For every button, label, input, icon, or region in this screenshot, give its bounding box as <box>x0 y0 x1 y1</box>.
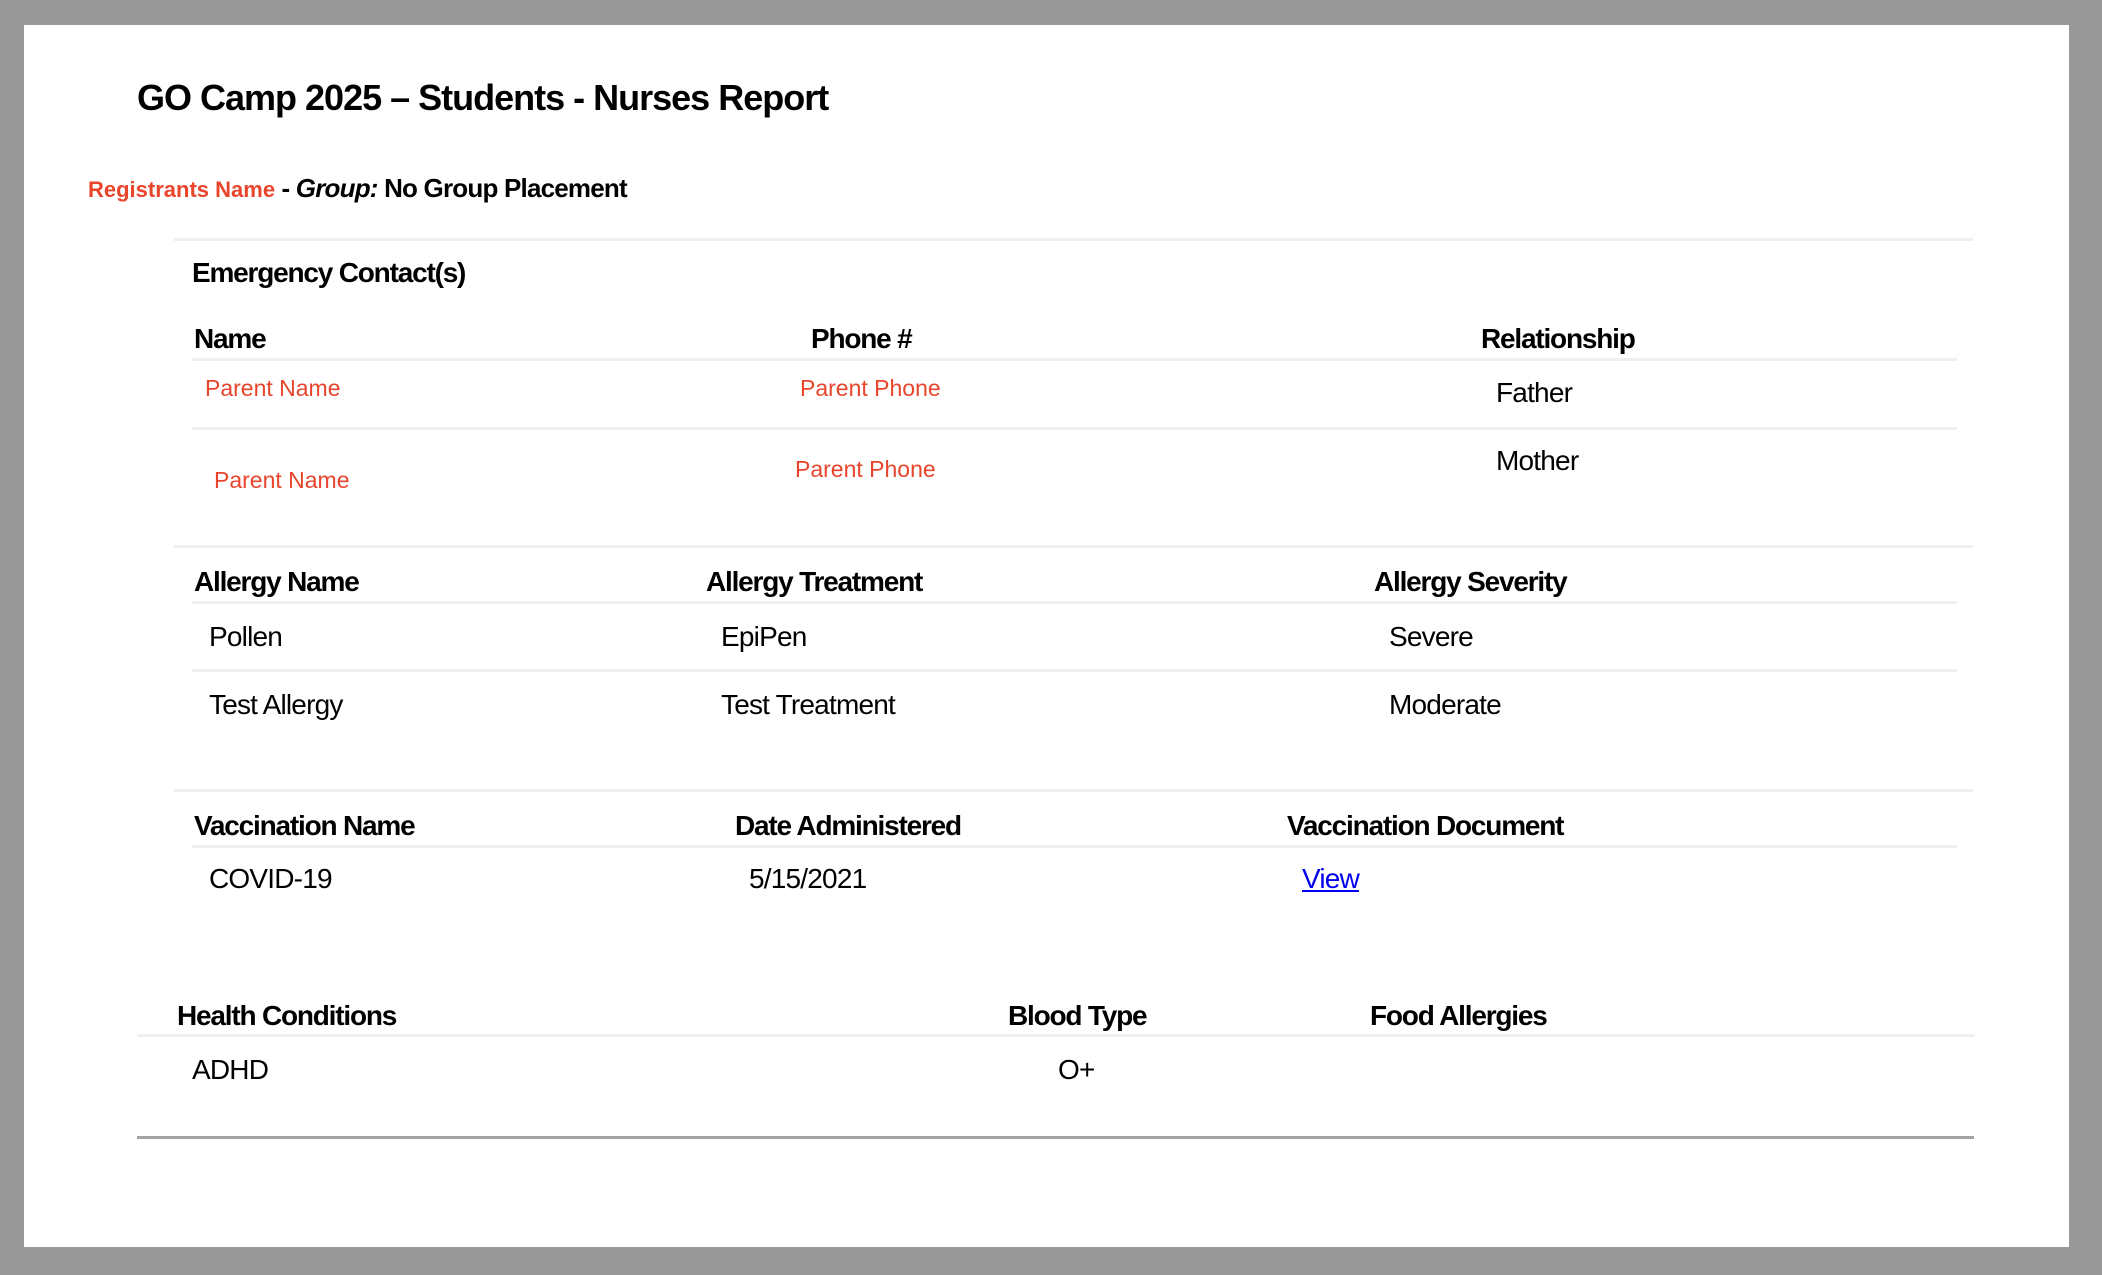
header-phone: Phone # <box>811 323 912 354</box>
row-divider <box>192 427 1957 430</box>
contact-2-name: Parent Name <box>214 467 350 493</box>
header-allergy-treatment: Allergy Treatment <box>706 566 923 597</box>
allergy-2-treatment: Test Treatment <box>721 689 895 720</box>
header-relationship: Relationship <box>1481 323 1635 354</box>
contact-2-relationship: Mother <box>1496 445 1579 476</box>
section-divider <box>174 789 1973 792</box>
header-divider <box>192 845 1957 848</box>
view-document-link[interactable]: View <box>1302 863 1359 894</box>
vaccination-1-name: COVID-19 <box>209 863 332 894</box>
contact-1-phone: Parent Phone <box>800 375 941 401</box>
header-name: Name <box>194 323 266 354</box>
header-divider <box>192 601 1957 604</box>
report-bottom-rule <box>137 1136 1974 1139</box>
health-conditions-value: ADHD <box>192 1054 269 1085</box>
header-blood-type: Blood Type <box>1008 1000 1147 1031</box>
group-label: Group: <box>295 173 378 203</box>
report-page <box>24 25 2069 1247</box>
allergy-1-name: Pollen <box>209 621 283 652</box>
header-divider <box>137 1034 1975 1037</box>
allergy-1-severity: Severe <box>1389 621 1473 652</box>
header-divider <box>192 358 1957 361</box>
header-food-allergies: Food Allergies <box>1370 1000 1547 1031</box>
allergy-2-severity: Moderate <box>1389 689 1501 720</box>
registrant-line <box>88 175 627 201</box>
contact-1-name: Parent Name <box>205 375 341 401</box>
report-title: GO Camp 2025 – Students - Nurses Report <box>137 77 829 118</box>
allergy-1-treatment: EpiPen <box>721 621 807 652</box>
header-vaccination-name: Vaccination Name <box>194 810 415 841</box>
header-health-conditions: Health Conditions <box>177 1000 397 1031</box>
header-vaccination-document: Vaccination Document <box>1287 810 1564 841</box>
row-divider <box>192 669 1957 672</box>
allergy-2-name: Test Allergy <box>209 689 343 720</box>
blood-type-value: O+ <box>1058 1054 1095 1085</box>
registrant-name: Registrants Name <box>88 177 276 202</box>
section-divider <box>174 238 1973 241</box>
group-value: No Group Placement <box>377 173 627 203</box>
contact-2-phone: Parent Phone <box>795 456 936 482</box>
header-allergy-name: Allergy Name <box>194 566 359 597</box>
header-date-administered: Date Administered <box>735 810 961 841</box>
contact-1-relationship: Father <box>1496 377 1573 408</box>
vaccination-1-date: 5/15/2021 <box>749 863 867 894</box>
registrant-separator: - <box>275 173 296 203</box>
header-allergy-severity: Allergy Severity <box>1374 566 1567 597</box>
emergency-contacts-title: Emergency Contact(s) <box>192 257 466 288</box>
section-divider <box>174 545 1973 548</box>
